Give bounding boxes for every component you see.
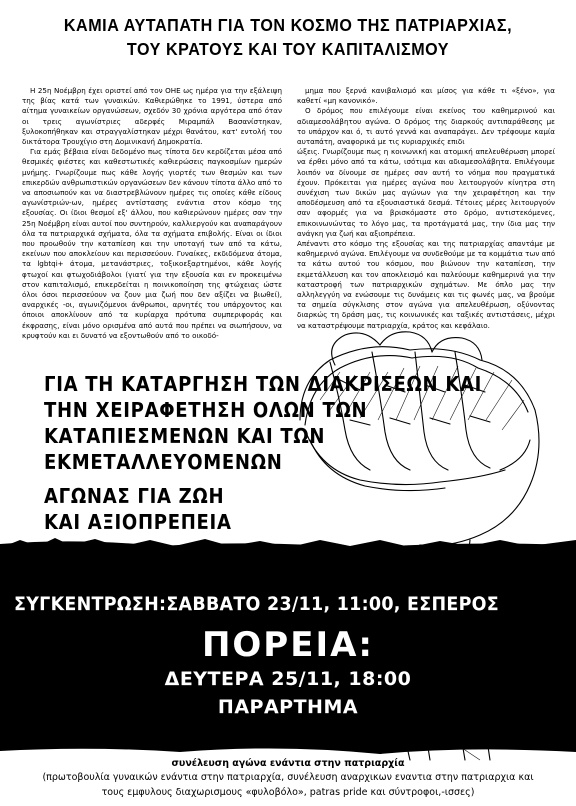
march-date: ΔΕΥΤΕΡΑ 25/11, 18:00	[164, 668, 412, 690]
footer-signatories: (πρωτοβουλία γυναικών ενάντια στην πατριαρχία, συνέλευση αναρχικων εναντια στην πατριαρχια και τους εμφυλους διαχωρισμους «φυλοβόλο», patras pride και σύντροφοι,-ισσες)	[42, 772, 534, 798]
body-column-right	[297, 86, 555, 331]
slogan-line-6: ΚΑΙ ΑΞΙΟΠΡΕΠΕΙΑ	[44, 510, 232, 534]
paragraph: Απέναντι στο κόσμο της εξουσίας και της πατριαρχίας απαντάμε με καθημερινό αγώνα. Επιλέγουμε να συνδεθούμε με τα κομμάτια των από τα κάτω αυτού του κόσμου, που βιώνουν την καταπίεση, την εκμετάλλευση και τον αποκλεισμό και παλεύουμε καθημερινά για την καταστροφή των πατριαρχικών σχημάτων. Με όπλο μας την αλληλεγγύη να ενώσουμε τις δυνάμεις και τις φωνές μας, να βρούμε τα σημεία σύγκλισης στον αγώνα για απελευθέρωση, οξύνοντας διαρκώς τη δράση μας, τις κοινωνικές και ταξικές αντιστάσεις, μέχρι να καταστρέψουμε πατριαρχία, κράτος και κεφάλαιο.	[297, 239, 555, 330]
march-place: ΠΑΡΑΡΤΗΜΑ	[217, 696, 359, 718]
paragraph: Για εμάς βέβαια είναι δεδομένο πως τίποτα δεν κερδίζεται μέσα από θεσμικές φιέστες και καθεστωτικές καθιερώσεις παγκοσμίων ημερών μνήμης. Γνωρίζουμε πως κάθε λογής γιορτές των θεσμών και των επικερδών ανθρωπιστικών οργανώσεων δεν κάνουν τίποτα άλλο από το να αποσιωπούν και να διαστρεβλώνουν ημέρες τις οποίες κάθε είδους αγωνίστριών-ων, ημέρες αντίστασης ενάντια στον κόσμο της εξουσίας. Οι ίδιοι θεσμοί εξ' άλλου, που καθιερώνουν ημέρες σαν την 25η Νοέμβρη είναι αυτοί που συντηρούν, καλλιεργούν και αναπαράγουν όλα τα πατριαρχικά σχήματα, όλα τα σχήματα επιβολής. Είναι οι ίδιοι που προωθούν την καταπίεση και την υποταγή των από τα κάτω, εκείνων που αποκλείουν και περισσεύουν. Γυναίκες, εκδιδόμενα άτομα, τα lgbtqi+ άτομα, μετανάστριες, τοξικοεξαρτημένοι, κάθε λογής φτωχοί και φτωχοδιάβολοι (γιατί για την εξουσία και εν προκειμένω στον καπιταλισμό, επικερδείται η ποινικοποίηση της φτώχειας ώστε όλοι όσοι περισσεύουν να ζουν μια ζωή που δεν αξίζει να βιωθεί), αναρχικές -οι, αγωνιζόμενοι άνθρωποι, αρνητές του υπάρχοντος και όποιοι αποκλίνουν από τα κυρίαρχα πρότυπα συμπεριφοράς και έκφρασης, είναι μόνο ορισμένα από αυτά που πρέπει να σιωπήσουν, να κρυφτούν και ει δυνατό να εξοντωθούν από το οικοδό-	[22, 147, 282, 340]
rally-announcement: ΣΥΓΚΕΝΤΡΩΣΗ:ΣΑΒΒΑΤΟ 23/11, 11:00, ΕΣΠΕΡΟΣ	[14, 593, 500, 615]
paragraph: Ο δρόμος που επιλέγουμε είναι εκείνος του καθημερινού και αδιαμεσολάβητου αγώνα. Ο δρόμος της διαρκούς αντιπαράθεσης με το υπάρχον και ό, τι αυτό γεννά και αναπαράγει. Δεν τρέφουμε καμία αυταπάτη, αναφορικά με τις κυριαρχικές επιδι	[297, 106, 555, 147]
slogan-line-1: ΓΙΑ ΤΗ ΚΑΤΑΡΓΗΣΗ ΤΩΝ ΔΙΑΚΡΙΣΕΩΝ ΚΑΙ	[44, 372, 483, 396]
march-heading: ΠΟΡΕΙΑ:	[201, 625, 375, 665]
slogan-line-3: ΚΑΤΑΠΙΕΣΜΕΝΩΝ ΚΑΙ ΤΩΝ	[44, 424, 326, 448]
headline-line-2: ΤΟΥ ΚΡΑΤΟΥΣ ΚΑΙ ΤΟΥ ΚΑΠΙΤΑΛΙΣΜΟΥ	[126, 39, 450, 59]
paragraph: ώξεις. Γνωρίζουμε πως η κοινωνική και ατομική απελευθέρωση μπορεί να έρθει μόνο από τα κάτω, ισότιμα και αδιαμεσολάβητα. Επιλέγουμε λοιπόν να δίνουμε σε ημέρες σαν αυτή το νόημα που πραγματικά έχουν. Πρόκειται για ημέρες αγώνα που λειτουργούν κίνητρα στη συνέχιση των δικών μας αγώνων για την χειραφέτηση και την αποδέσμευση από τα εξουσιαστικά δεσμά. Τέτοιες μέρες λειτουργούν σαν αφορμές για να βρισκόμαστε στο δρόμο, αντιστεκόμενες, επικοινωνώντας το λόγο μας, τα προτάγματά μας, την ίδια μας την ανάγκη για ζωή και αξιοπρέπεια.	[297, 147, 555, 238]
slogan-line-5: ΑΓΩΝΑΣ ΓΙΑ ΖΩΗ	[44, 484, 225, 508]
paragraph: μημα που ξερνά κανιβαλισμό και μίσος για κάθε τι «ξένο», για καθετί «μη κανονικό».	[297, 86, 555, 106]
body-column-left	[22, 86, 282, 341]
headline-line-1: ΚΑΜΙΑ ΑΥΤΑΠΑΤΗ ΓΙΑ ΤΟΝ ΚΟΣΜΟ ΤΗΣ ΠΑΤΡΙΑΡΧΙΑΣ,	[63, 15, 513, 35]
slogan-line-4: ΕΚΜΕΤΑΛΛΕΥΟΜΕΝΩΝ	[44, 450, 283, 474]
paragraph: Η 25η Νοέμβρη έχει οριστεί από τον ΟΗΕ ως ημέρα για την εξάλειψη της βίας κατά των γυναικών. Καθιερώθηκε το 1991, ύστερα από αίτημα γυναικείων οργανώσεων, σχεδόν 30 χρόνια αργότερα από όταν οι τρεις αγωνίστριες αδερφές Μιραμπάλ Βασανίστηκαν, ξυλοκοπήθηκαν και στραγγαλίστηκαν μέχρι θανάτου, κατ' εντολή του δικτάτορα Τρουχίγιο στη Δομινικανή Δημοκρατία.	[22, 86, 282, 147]
slogan-line-2: ΤΗΝ ΧΕΙΡΑΦΕΤΗΣΗ ΟΛΩΝ ΤΩΝ	[44, 398, 368, 422]
footer-organizer: συνέλευση αγώνα ενάντια στην πατριαρχία	[171, 758, 405, 769]
